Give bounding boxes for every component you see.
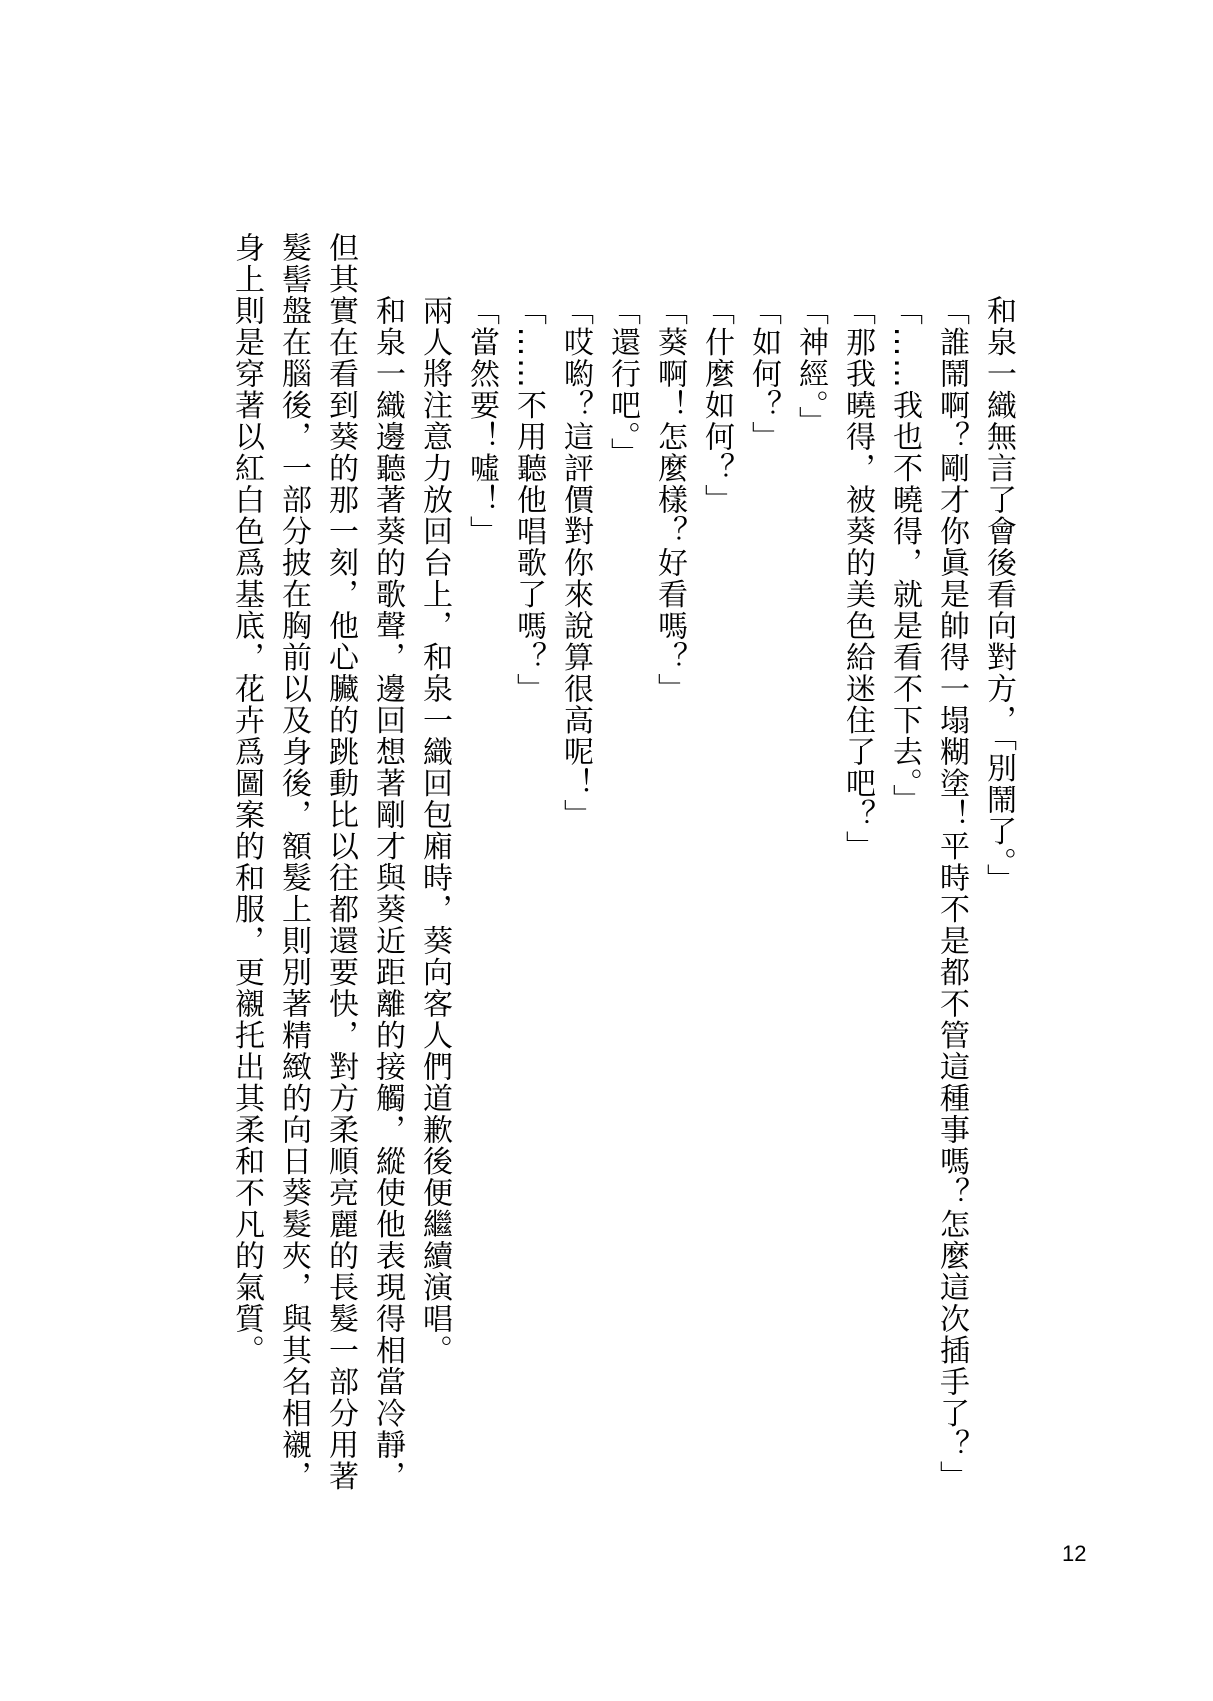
narration-line: 和泉一織邊聽著葵的歌聲，邊回想著剛才與葵近距離的接觸，縱使他表現得相當冷靜，	[370, 295, 405, 1492]
dialogue-paragraph	[646, 232, 693, 1532]
dialogue-paragraph	[881, 232, 928, 1532]
dialogue-line: 「神經。」	[793, 295, 828, 438]
narration-paragraph	[975, 232, 1022, 1532]
narration-paragraph	[223, 232, 411, 1532]
dialogue-paragraph	[599, 232, 646, 1532]
vertical-text-body	[223, 232, 1022, 1532]
dialogue-line: 「……我也不曉得，就是看不下去。」	[887, 295, 922, 816]
dialogue-line: 「如何？」	[746, 295, 781, 453]
dialogue-paragraph	[740, 232, 787, 1532]
narration-line: 兩人將注意力放回台上，和泉一織回包廂時，葵向客人們道歉後便繼續演唱。	[417, 295, 452, 1366]
narration-line: 但其實在看到葵的那一刻，他心臟的跳動比以往都還要快，對方柔順亮麗的長髮一部分用著	[323, 232, 358, 1492]
dialogue-line: 「那我曉得，被葵的美色給迷住了吧？」	[840, 295, 875, 862]
dialogue-line: 「葵啊！怎麼樣？好看嗎？」	[652, 295, 687, 705]
dialogue-line: 「誰鬧啊？剛才你眞是帥得一塌糊塗！平時不是都不管這種事嗎？怎麼這次插手了？」	[934, 295, 969, 1492]
dialogue-paragraph	[552, 232, 599, 1532]
dialogue-line: 「還行吧。」	[605, 295, 640, 469]
narration-paragraph	[411, 232, 458, 1532]
dialogue-line: 「當然要！噓！」	[464, 295, 499, 547]
dialogue-line: 「什麼如何？」	[699, 295, 734, 516]
dialogue-paragraph	[787, 232, 834, 1532]
dialogue-line: 「哎喲？這評價對你來說算很高呢！」	[558, 295, 593, 831]
dialogue-paragraph	[458, 232, 505, 1532]
dialogue-line: 「……不用聽他唱歌了嗎？」	[511, 295, 546, 705]
dialogue-paragraph	[928, 232, 975, 1532]
dialogue-paragraph	[834, 232, 881, 1532]
narration-line: 身上則是穿著以紅白色爲基底，花卉爲圖案的和服，更襯托出其柔和不凡的氣質。	[229, 232, 264, 1366]
narration-line: 和泉一織無言了會後看向對方，「別鬧了。」	[981, 295, 1016, 895]
dialogue-paragraph	[693, 232, 740, 1532]
page-number: 12	[1062, 1541, 1087, 1566]
narration-line: 髮髻盤在腦後，一部分披在胸前以及身後，額髮上則別著精緻的向日葵髮夾，與其名相襯，	[276, 232, 311, 1492]
dialogue-paragraph	[505, 232, 552, 1532]
